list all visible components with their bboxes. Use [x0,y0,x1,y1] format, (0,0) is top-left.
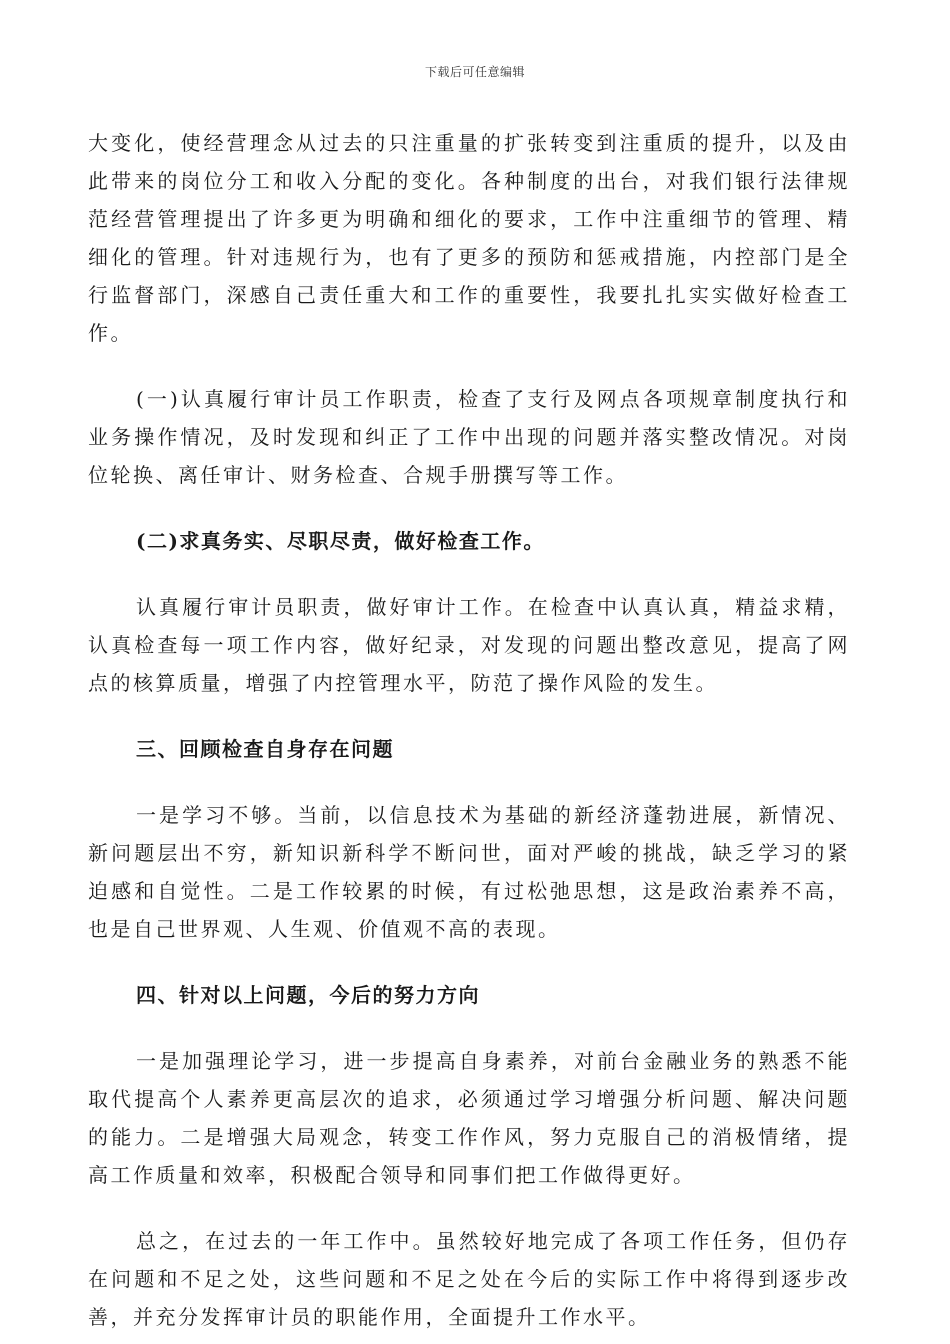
paragraph-conclusion: 总之，在过去的一年工作中。虽然较好地完成了各项工作任务，但仍存在问题和不足之处，这些问题和不足之处在今后的实际工作中将得到逐步改善，并充分发挥审计员的职能作用，全面提升工作水平。 [88,1229,850,1329]
paragraph-item-2: 认真履行审计员职责，做好审计工作。在检查中认真认真，精益求精，认真检查每一项工作内容，做好纪录，对发现的问题出整改意见，提高了网点的核算质量，增强了内控管理水平，防范了操作风险的发生。 [88,595,850,695]
document-body [88,124,850,1336]
heading-item-2: (二)求真务实、尽职尽责，做好检查工作。 [136,529,545,553]
paragraph-intro: 大变化，使经营理念从过去的只注重量的扩张转变到注重质的提升，以及由此带来的岗位分工和收入分配的变化。各种制度的出台，对我们银行法律规范经营管理提出了许多更为明确和细化的要求，工作中注重细节的管理、精细化的管理。针对违规行为，也有了更多的预防和惩戒措施，内控部门是全行监督部门，深感自己责任重大和工作的重要性，我要扎扎实实做好检查工作。 [88,131,850,345]
heading-section-4: 四、针对以上问题，今后的努力方向 [136,983,480,1007]
heading-section-3: 三、回顾检查自身存在问题 [136,737,394,761]
page-header: 下载后可任意编辑 [424,65,525,79]
paragraph-section-3: 一是学习不够。当前，以信息技术为基础的新经济蓬勃进展，新情况、新问题层出不穷，新知识新科学不断问世，面对严峻的挑战，缺乏学习的紧迫感和自觉性。二是工作较累的时候，有过松弛思想，这是政治素养不高，也是自己世界观、人生观、价值观不高的表现。 [88,803,850,941]
paragraph-item-1: (一)认真履行审计员工作职责，检查了支行及网点各项规章制度执行和业务操作情况，及时发现和纠正了工作中出现的问题并落实整改情况。对岗位轮换、离任审计、财务检查、合规手册撰写等工作。 [88,387,850,487]
paragraph-section-4: 一是加强理论学习，进一步提高自身素养，对前台金融业务的熟悉不能取代提高个人素养更高层次的追求，必须通过学习增强分析问题、解决问题的能力。二是增强大局观念，转变工作作风，努力克服自己的消极情绪，提高工作质量和效率，积极配合领导和同事们把工作做得更好。 [88,1049,850,1187]
